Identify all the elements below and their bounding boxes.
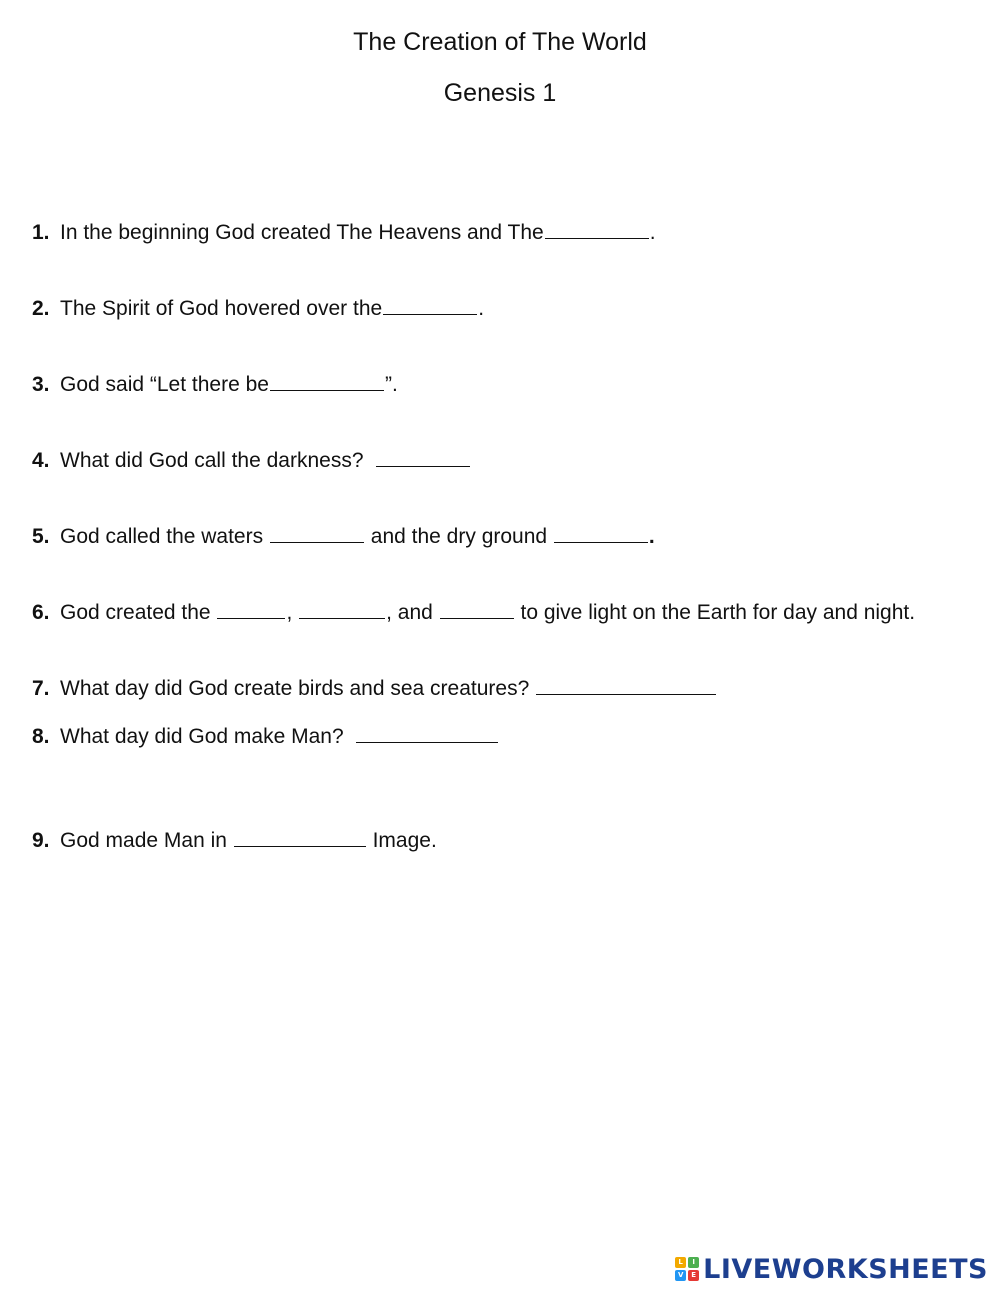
question-7 — [32, 676, 717, 701]
answer-blank-waters[interactable] — [270, 524, 364, 543]
question-number: 3. — [32, 373, 50, 396]
question-6 — [32, 600, 915, 625]
question-number: 9. — [32, 829, 50, 852]
question-number: 1. — [32, 221, 50, 244]
question-text: God made Man in — [60, 829, 233, 852]
logo-letter-v: V — [675, 1270, 686, 1281]
question-text-end: . — [648, 525, 655, 548]
question-3 — [32, 372, 398, 397]
logo-letter-e: E — [688, 1270, 699, 1281]
question-number: 2. — [32, 297, 50, 320]
answer-blank[interactable] — [234, 828, 366, 847]
question-text-end: . — [649, 221, 656, 244]
question-text: What day did God make Man? — [60, 725, 356, 748]
liveworksheets-logo-icon — [675, 1257, 699, 1281]
logo-letter-l: L — [675, 1257, 686, 1268]
page-title: The Creation of The World — [353, 28, 647, 56]
page-subtitle: Genesis 1 — [443, 79, 557, 107]
question-text: God said “Let there be — [60, 373, 269, 396]
answer-blank-2[interactable] — [299, 600, 385, 619]
answer-blank[interactable] — [270, 372, 384, 391]
question-number: 5. — [32, 525, 50, 548]
question-text: God created the — [60, 601, 217, 624]
question-9 — [32, 828, 437, 853]
liveworksheets-brand — [675, 1252, 988, 1286]
question-text-end: . — [478, 297, 485, 320]
question-text: What did God call the darkness? — [60, 449, 376, 472]
question-2 — [32, 296, 484, 321]
question-1 — [32, 220, 656, 245]
question-8 — [32, 724, 499, 749]
question-number: 8. — [32, 725, 50, 748]
question-text-end: Image. — [366, 829, 437, 852]
question-text: In the beginning God created The Heavens and The — [60, 221, 544, 244]
answer-blank[interactable] — [356, 724, 498, 743]
question-text-end: ”. — [384, 373, 398, 396]
brand-name: LIVEWORKSHEETS — [703, 1253, 988, 1285]
answer-blank[interactable] — [383, 296, 477, 315]
answer-blank-ground[interactable] — [554, 524, 648, 543]
question-text: The Spirit of God hovered over the — [60, 297, 383, 320]
question-text: What day did God create birds and sea creatures? — [60, 677, 536, 700]
question-5 — [32, 524, 655, 549]
answer-blank[interactable] — [545, 220, 649, 239]
logo-letter-i: I — [688, 1257, 699, 1268]
question-text-sep-2: , and — [386, 601, 439, 624]
answer-blank-3[interactable] — [440, 600, 514, 619]
question-text-end: to give light on the Earth for day and night. — [514, 601, 916, 624]
question-text: God called the waters — [60, 525, 269, 548]
question-number: 4. — [32, 449, 50, 472]
question-number: 6. — [32, 601, 50, 624]
question-number: 7. — [32, 677, 50, 700]
answer-blank[interactable] — [536, 676, 716, 695]
answer-blank-1[interactable] — [217, 600, 285, 619]
answer-blank[interactable] — [376, 448, 470, 467]
question-4 — [32, 448, 471, 473]
question-text-middle: and the dry ground — [364, 525, 553, 548]
question-text-sep-1: , — [286, 601, 299, 624]
